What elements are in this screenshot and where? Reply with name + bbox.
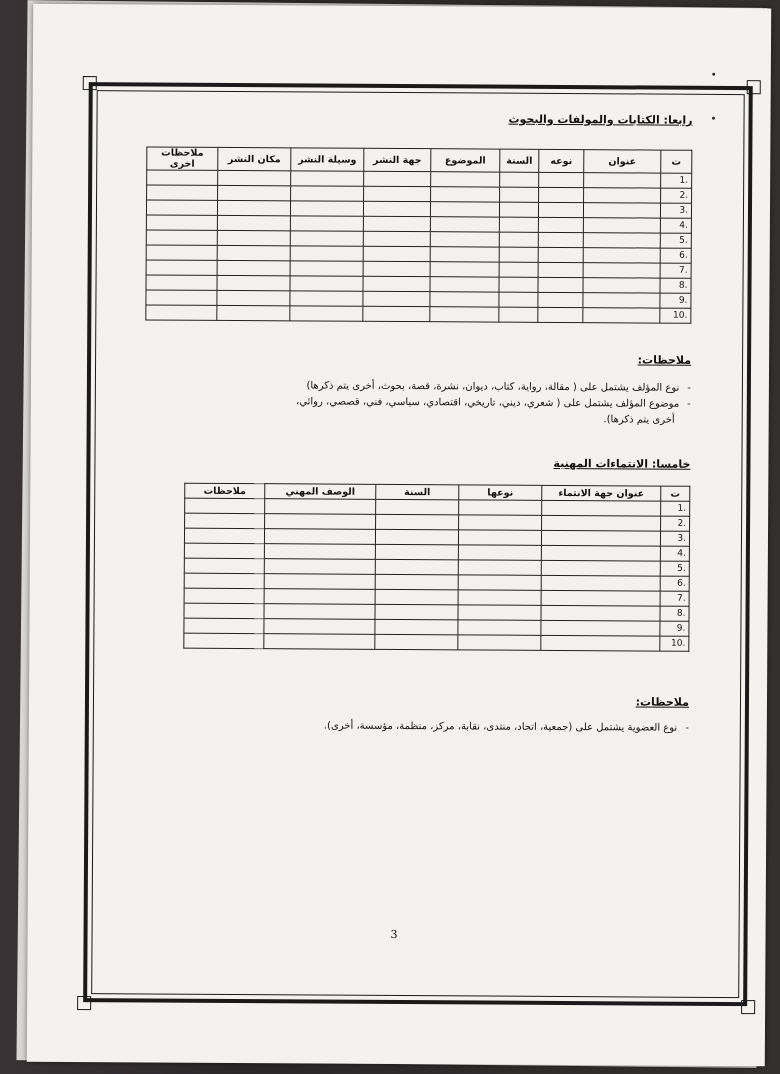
table-cell xyxy=(583,203,660,218)
row-index: .2 xyxy=(661,516,690,531)
table-cell xyxy=(458,590,541,606)
margin-dot: • xyxy=(710,113,717,125)
table-cell xyxy=(290,306,363,321)
table-cell xyxy=(217,290,290,305)
table-cell xyxy=(583,233,660,248)
document-page xyxy=(27,4,771,1066)
table-row xyxy=(184,633,689,651)
table-cell xyxy=(538,232,583,247)
table-cell xyxy=(458,560,541,576)
table-cell xyxy=(217,215,290,230)
table-cell xyxy=(184,543,264,558)
table-cell xyxy=(458,530,541,546)
table-cell xyxy=(146,275,217,290)
table-cell xyxy=(541,545,660,561)
table-cell xyxy=(538,292,583,307)
table-cell xyxy=(375,574,458,590)
table-cell xyxy=(542,515,661,531)
col-header-subject: الموضوع xyxy=(431,149,500,172)
table-cell xyxy=(184,528,264,543)
row-index: .8 xyxy=(660,606,689,621)
table-cell xyxy=(375,559,458,575)
col-header-medium: وسيلة النشر xyxy=(291,148,364,171)
row-index: .7 xyxy=(660,591,689,606)
table-cell xyxy=(541,635,660,651)
table-cell xyxy=(539,172,584,187)
row-index: .2 xyxy=(661,188,692,203)
table-cell xyxy=(146,260,217,275)
table-cell xyxy=(430,202,499,217)
table-cell xyxy=(290,216,363,231)
table-cell xyxy=(499,277,538,292)
table-cell xyxy=(499,202,538,217)
row-index: .3 xyxy=(660,203,691,218)
table-cell xyxy=(264,574,375,590)
col-header-affiliation: عنوان جهة الانتماء xyxy=(542,485,661,501)
table-cell xyxy=(500,172,539,187)
row-index: .6 xyxy=(660,248,691,263)
table-cell xyxy=(184,633,264,648)
table-cell xyxy=(459,500,542,516)
table-cell xyxy=(499,232,538,247)
table-cell xyxy=(264,559,375,575)
col-header-type: نوعها xyxy=(459,485,542,501)
col-header-type: نوعه xyxy=(539,149,584,172)
notes2-item: -نوع العضوية يشتمل على (جمعية، اتحاد، منتدى، نقابة، مركز، منظمة، مؤسسة، أخرى). xyxy=(323,720,689,734)
col-header-publisher: جهة النشر xyxy=(364,148,431,171)
table-cell xyxy=(375,589,458,605)
table-cell xyxy=(458,545,541,561)
table-cell xyxy=(217,200,290,215)
col-header-year: السنة xyxy=(376,484,459,500)
table-cell xyxy=(431,172,500,187)
table-cell xyxy=(430,217,499,232)
table-cell xyxy=(430,247,499,262)
table-cell xyxy=(218,185,291,200)
table-cell xyxy=(217,230,290,245)
notes1-heading: ملاحظات: xyxy=(637,353,692,367)
table-cell xyxy=(217,260,290,275)
table-cell xyxy=(458,605,541,621)
table-cell xyxy=(538,277,583,292)
table-cell xyxy=(290,276,363,291)
notes1-item: -موضوع المؤلف يشتمل على ( شعري، ديني، تاريخي، اقتصادي، سياسي، فني، قصصي، روائي، xyxy=(296,396,691,410)
table-cell xyxy=(363,216,430,231)
table-cell xyxy=(430,232,499,247)
notes2-heading: ملاحظات: xyxy=(635,695,690,709)
table-cell xyxy=(375,529,458,545)
page-content xyxy=(27,4,771,1066)
col-header-place: مكان النشر xyxy=(218,147,291,170)
table-cell xyxy=(583,308,660,323)
table-cell xyxy=(290,246,363,261)
table-cell xyxy=(291,171,364,186)
table-cell xyxy=(184,573,264,588)
table-cell xyxy=(583,263,660,278)
table-cell xyxy=(431,187,500,202)
row-index: .6 xyxy=(660,576,689,591)
table-cell xyxy=(147,185,218,200)
table-cell xyxy=(538,307,583,322)
row-index: .10 xyxy=(660,308,691,323)
table-cell xyxy=(290,231,363,246)
table-cell xyxy=(146,305,217,320)
table-cell xyxy=(218,170,291,185)
col-header-title: عنوان xyxy=(584,150,661,173)
table-cell xyxy=(184,618,264,633)
col-header-notes: ملاحظات xyxy=(185,483,265,498)
table-cell xyxy=(499,292,538,307)
col-header-job-description: الوصف المهني xyxy=(265,484,376,500)
table-cell xyxy=(146,230,217,245)
row-index: .10 xyxy=(660,636,689,651)
col-header-index: ت xyxy=(661,150,692,173)
table-cell xyxy=(538,202,583,217)
table-cell xyxy=(375,634,458,650)
table-cell xyxy=(363,246,430,261)
table-cell xyxy=(363,291,430,306)
table-cell xyxy=(264,544,375,560)
table-cell xyxy=(375,544,458,560)
table-cell xyxy=(458,635,541,651)
section5-title: خامسا: الانتماءات المهنية xyxy=(553,456,691,471)
table-cell xyxy=(146,245,217,260)
table-cell xyxy=(217,275,290,290)
row-index: .7 xyxy=(660,263,691,278)
table-cell xyxy=(538,247,583,262)
table-cell xyxy=(265,514,376,530)
page-number: 3 xyxy=(390,927,398,941)
table-cell xyxy=(290,201,363,216)
affiliations-table xyxy=(183,483,690,652)
table-cell xyxy=(458,620,541,636)
table-cell xyxy=(185,498,265,513)
row-index: .3 xyxy=(660,531,689,546)
table-cell xyxy=(583,293,660,308)
table-cell xyxy=(541,560,660,576)
table-cell xyxy=(541,530,660,546)
table4-body xyxy=(146,170,692,323)
margin-dot: • xyxy=(710,69,717,81)
table-cell xyxy=(499,307,538,322)
table-cell xyxy=(459,515,542,531)
table-cell xyxy=(430,292,499,307)
table-cell xyxy=(499,262,538,277)
table5-body xyxy=(184,498,690,651)
table-cell xyxy=(499,247,538,262)
table-cell xyxy=(363,276,430,291)
table-cell xyxy=(146,215,217,230)
table-cell xyxy=(430,277,499,292)
row-index: .1 xyxy=(661,501,690,516)
table-cell xyxy=(364,171,431,186)
row-index: .9 xyxy=(660,621,689,636)
table-cell xyxy=(264,604,375,620)
table-cell xyxy=(363,231,430,246)
row-index: .4 xyxy=(660,218,691,233)
publications-table xyxy=(145,146,692,323)
table-cell xyxy=(185,513,265,528)
section4-title: رابعا: الكتابات والمولفات والبحوث xyxy=(508,112,693,127)
table-cell xyxy=(538,262,583,277)
table-cell xyxy=(583,218,660,233)
table-cell xyxy=(264,634,375,650)
table-cell xyxy=(584,173,661,188)
row-index: .4 xyxy=(660,546,689,561)
table-cell xyxy=(500,187,539,202)
table-cell xyxy=(184,558,264,573)
table-cell xyxy=(541,590,660,606)
table-cell xyxy=(541,575,660,591)
table-cell xyxy=(264,619,375,635)
table-cell xyxy=(539,187,584,202)
col-header-index: ت xyxy=(661,486,690,501)
table-cell xyxy=(583,278,660,293)
col-header-year: السنة xyxy=(500,149,539,172)
table-cell xyxy=(184,588,264,603)
table-header-row xyxy=(147,147,692,173)
table-cell xyxy=(499,217,538,232)
row-index: .5 xyxy=(660,233,691,248)
notes1-item: -نوع المؤلف يشتمل على ( مقالة، رواية، كتاب، ديوان، نشرة، قصة، بحوث، أخرى يتم ذكرها) xyxy=(306,380,691,394)
table-cell xyxy=(290,291,363,306)
table-cell xyxy=(584,188,661,203)
table-cell xyxy=(430,262,499,277)
row-index: .9 xyxy=(660,293,691,308)
table-cell xyxy=(291,186,364,201)
table-cell xyxy=(363,306,430,321)
table-cell xyxy=(265,499,376,515)
table-cell xyxy=(217,245,290,260)
table-cell xyxy=(264,529,375,545)
table-cell xyxy=(147,170,218,185)
row-index: .1 xyxy=(661,173,692,188)
table-cell xyxy=(430,307,499,322)
table-cell xyxy=(363,261,430,276)
table-row xyxy=(146,305,691,323)
table-cell xyxy=(583,248,660,263)
table-cell xyxy=(363,201,430,216)
row-index: .5 xyxy=(660,561,689,576)
table-cell xyxy=(375,604,458,620)
table-cell xyxy=(376,514,459,530)
table-cell xyxy=(375,619,458,635)
row-index: .8 xyxy=(660,278,691,293)
table-cell xyxy=(264,589,375,605)
table-cell xyxy=(217,305,290,320)
table-cell xyxy=(458,575,541,591)
table-cell xyxy=(146,290,217,305)
table-cell xyxy=(146,200,217,215)
notes1-item-continuation: أخرى يتم ذكرها). xyxy=(603,414,675,426)
table-cell xyxy=(364,186,431,201)
table-cell xyxy=(541,605,660,621)
table-cell xyxy=(184,603,264,618)
col-header-other-notes: ملاحظات اخرى xyxy=(147,147,218,170)
table-cell xyxy=(541,620,660,636)
table-cell xyxy=(290,261,363,276)
table-cell xyxy=(542,500,661,516)
table-cell xyxy=(538,217,583,232)
table-cell xyxy=(376,499,459,515)
